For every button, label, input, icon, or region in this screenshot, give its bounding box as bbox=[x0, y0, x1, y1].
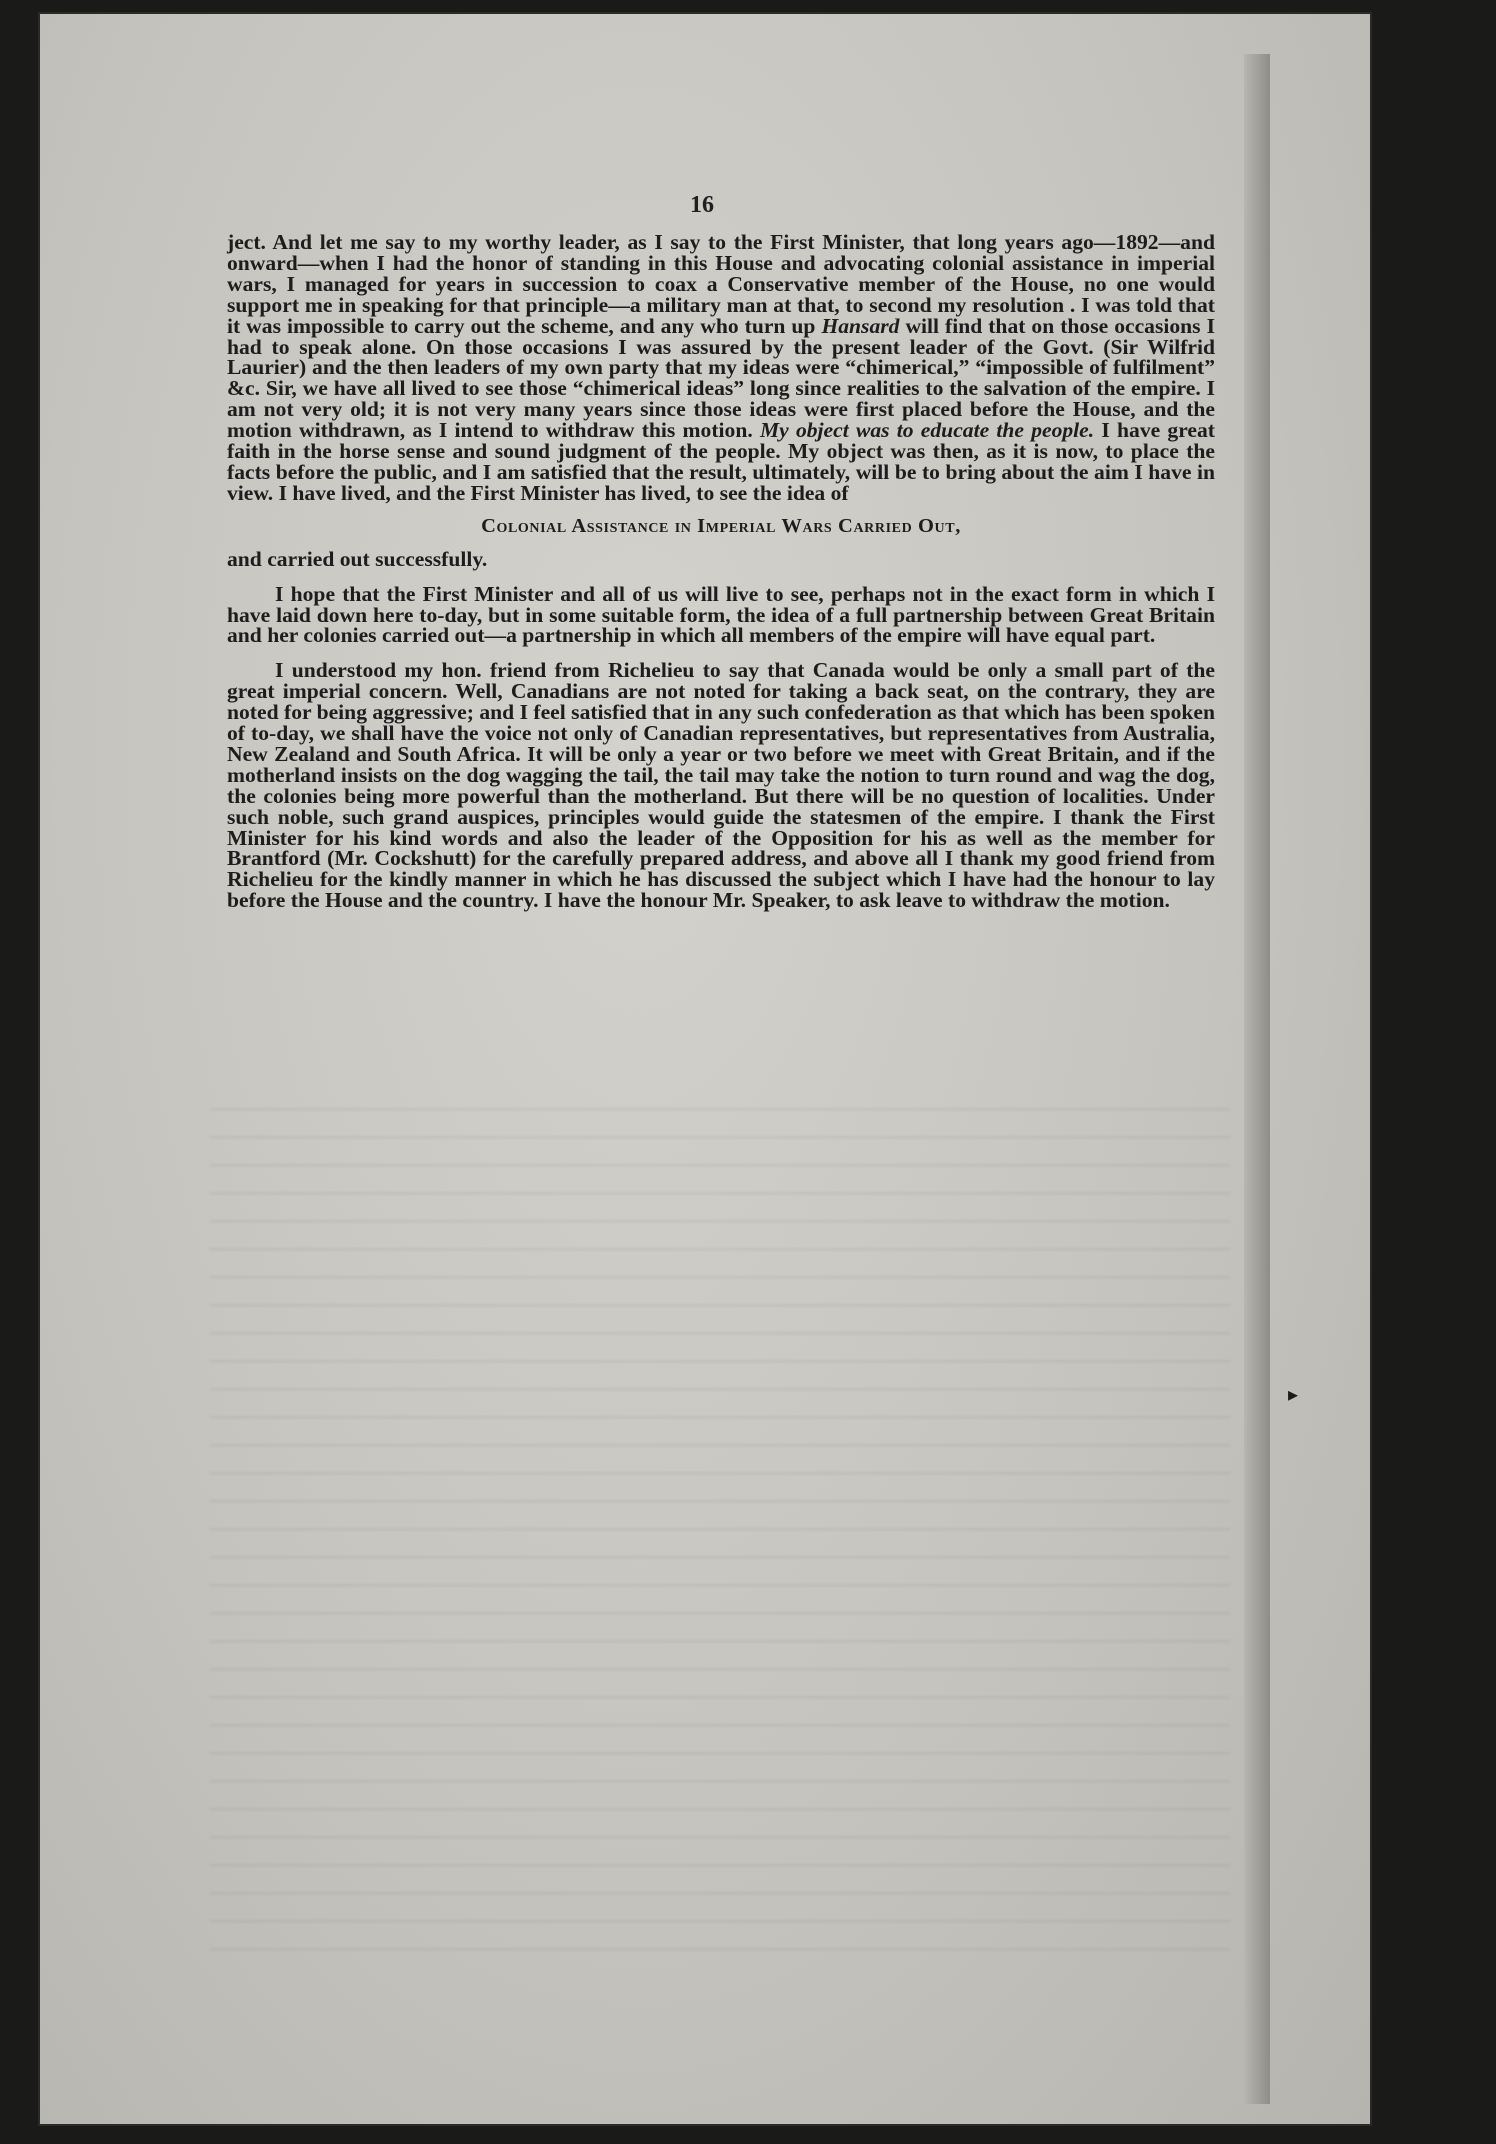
paragraph-4: I understood my hon. friend from Richelieu to say that Canada would be only a small part of the great imperial concern. Well, Canadians are not noted for taking a back seat, on the contrary, they are noted for being aggressive; and I feel satisfied that in any such confederation as that which has been spoken of to-day, we shall have the voice not only of Canadian representatives, but representatives from Australia, New Zealand and South Africa. It will be only a year or two before we meet with Great Britain, and if the motherland insists on the dog wagging the tail, the tail may take the notion to turn round and wag the dog, the colonies being more powerful than the motherland. But there will be no question of localities. Under such noble, such grand auspices, principles would guide the statesmen of the empire. I thank the First Minister for his kind words and also the leader of the Opposition for his as well as the member for Brantford (Mr. Cockshutt) for the carefully prepared address, and above all I thank my good friend from Richelieu for the kindly manner in which he has discussed the subject which I have had the honour to lay before the House and the country. I have the honour Mr. Speaker, to ask leave to withdraw the motion. bbox=[227, 658, 1215, 913]
paragraph-3: I hope that the First Minister and all of us will live to see, perhaps not in the exact form in which I have laid down here to-day, but in some suitable form, the idea of a full partnership between Great Britain and her colonies carried out—a partnership in which all members of the empire will have equal part. bbox=[227, 581, 1215, 648]
emphasis-italic: My object was to educate the people. bbox=[759, 418, 1095, 443]
section-heading: Colonial Assistance in Imperial Wars Carried Out, bbox=[481, 514, 961, 537]
body-text bbox=[227, 232, 1215, 925]
hansard-italic: Hansard bbox=[821, 313, 900, 338]
page-number: 16 bbox=[690, 192, 714, 218]
paragraph-1: ject. And let me say to my worthy leader, as I say to the First Minister, that long years ago—1892—and onward—when I had the honor of standing in this House and advocating colonial assistance in imperial wars, I managed for years in succession to coax a Conservative member of the House, no one would support me in speaking for that principle—a military man at that, to second my resolution . I was told that it was impossible to carry out the scheme, and any who turn up Hansard will find that on those occasions I had to speak alone. On those occasions I was assured by the present leader of the Govt. (Sir Wilfrid Laurier) and the then leaders of my own party that my ideas were “chimerical,” “impossible of fulfilment” &c. Sir, we have all lived to see those “chimerical ideas” long since realities to the salvation of the empire. I am not very old; it is not very many years since those ideas were first placed before the House, and the motion withdrawn, as I intend to withdraw this motion. My object was to educate the people. I have great faith in the horse sense and sound judgment of the people. My object was then, as it is now, to place the facts before the public, and I am satisfied that the result, ultimately, will be to bring about the aim I have in view. I have lived, and the First Minister has lived, to see the idea of bbox=[227, 230, 1215, 505]
page-edge bbox=[1244, 54, 1270, 2104]
paragraph-2: and carried out successfully. bbox=[227, 546, 488, 571]
show-through-text bbox=[210, 1094, 1230, 1974]
document-page bbox=[40, 14, 1370, 2124]
margin-mark: ▸ bbox=[1288, 1384, 1299, 1406]
